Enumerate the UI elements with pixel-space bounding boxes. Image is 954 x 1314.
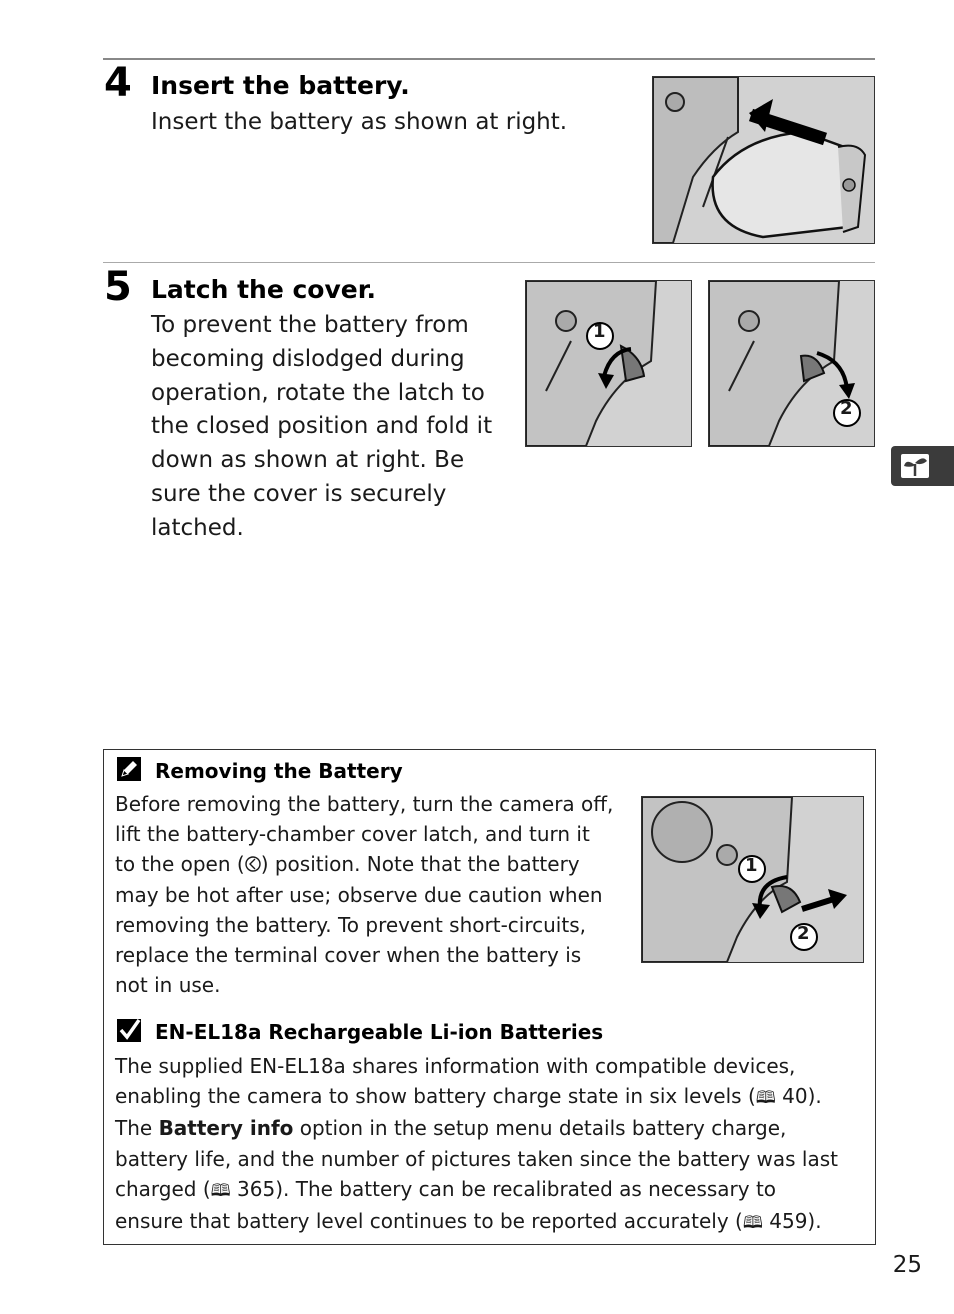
- sprout-icon: [891, 446, 954, 486]
- callout-1: 1: [593, 321, 606, 342]
- step-5-line: latched.: [151, 514, 244, 541]
- step-5-body: [151, 309, 492, 546]
- battery-line-part: 40).: [775, 1084, 822, 1109]
- step-5-number: 5: [104, 264, 132, 310]
- step-5-line: the closed position and fold it: [151, 413, 493, 440]
- battery-line-part: 459).: [762, 1209, 822, 1234]
- step-5-line: operation, rotate the latch to: [151, 379, 485, 406]
- battery-line: [115, 1081, 865, 1113]
- removing-line: [115, 849, 630, 879]
- battery-line-part: enabling the camera to show battery charge state in six levels (: [115, 1084, 756, 1109]
- callout-2: 2: [840, 398, 853, 419]
- pencil-note-icon: [116, 756, 142, 782]
- notes-box: [103, 749, 876, 1245]
- battery-line: [115, 1113, 865, 1143]
- remove-battery-photo: [641, 796, 864, 963]
- step-5-title: Latch the cover.: [151, 275, 376, 304]
- removing-line: Before removing the battery, turn the camera off,: [115, 792, 614, 816]
- battery-line-part: ensure that battery level continues to be reported accurately (: [115, 1209, 743, 1234]
- removing-line: lift the battery-chamber cover latch, and turn it: [115, 822, 590, 847]
- battery-line-part: charged (: [115, 1176, 211, 1201]
- removing-battery-title: Removing the Battery: [155, 759, 403, 783]
- battery-info-menu-name: Battery info: [158, 1116, 294, 1141]
- callout-2: 2: [797, 923, 810, 944]
- open-latch-icon: [245, 855, 261, 873]
- battery-line: [115, 1174, 865, 1206]
- removing-line: not in use.: [115, 973, 221, 998]
- insert-battery-illustration: [653, 77, 874, 243]
- step-4-number: 4: [104, 60, 132, 106]
- book-icon: 🕮: [742, 1213, 763, 1234]
- removing-line-part: ) position. Note that the battery: [260, 852, 580, 877]
- remove-battery-illustration: [642, 797, 863, 962]
- battery-info-text: [115, 1051, 865, 1238]
- step-5-line: sure the cover is securely: [151, 480, 447, 507]
- book-icon: 🕮: [755, 1088, 776, 1109]
- book-icon: 🕮: [210, 1180, 231, 1201]
- step-5-line: To prevent the battery from: [151, 312, 469, 338]
- page-number: 25: [892, 1252, 922, 1278]
- battery-info-title: EN-EL18a Rechargeable Li-ion Batteries: [155, 1020, 604, 1044]
- callout-1: 1: [745, 855, 758, 876]
- battery-line: [115, 1206, 865, 1238]
- insert-battery-photo: [652, 76, 875, 244]
- removing-line: may be hot after use; observe due caution when: [115, 882, 603, 907]
- top-rule: [103, 58, 875, 60]
- battery-line-part: 365). The battery can be recalibrated as necessary to: [230, 1176, 777, 1201]
- battery-line: battery life, and the number of pictures taken since the battery was last: [115, 1146, 838, 1171]
- removing-line: removing the battery. To prevent short-circuits,: [115, 912, 586, 937]
- step-5-line: down as shown at right. Be: [151, 447, 465, 474]
- step-divider: [103, 262, 875, 263]
- checkmark-icon: [116, 1016, 144, 1044]
- step-4-title: Insert the battery.: [151, 71, 410, 100]
- step-4-body: Insert the battery as shown at right.: [151, 109, 568, 135]
- battery-line: The supplied EN-EL18a shares information with compatible devices,: [115, 1054, 796, 1078]
- rotate-latch-photo: [525, 280, 692, 447]
- fold-latch-illustration: [709, 281, 874, 446]
- removing-line: replace the terminal cover when the battery is: [115, 943, 582, 968]
- removing-battery-text: [115, 789, 630, 1000]
- removing-line-part: to the open (: [115, 852, 245, 877]
- fold-latch-photo: [708, 280, 875, 447]
- rotate-latch-illustration: [526, 281, 691, 446]
- battery-line-part: The: [115, 1116, 159, 1141]
- battery-line-part: option in the setup menu details battery charge,: [293, 1116, 787, 1141]
- chapter-tab: [891, 446, 954, 486]
- step-5-line: becoming dislodged during: [151, 345, 465, 372]
